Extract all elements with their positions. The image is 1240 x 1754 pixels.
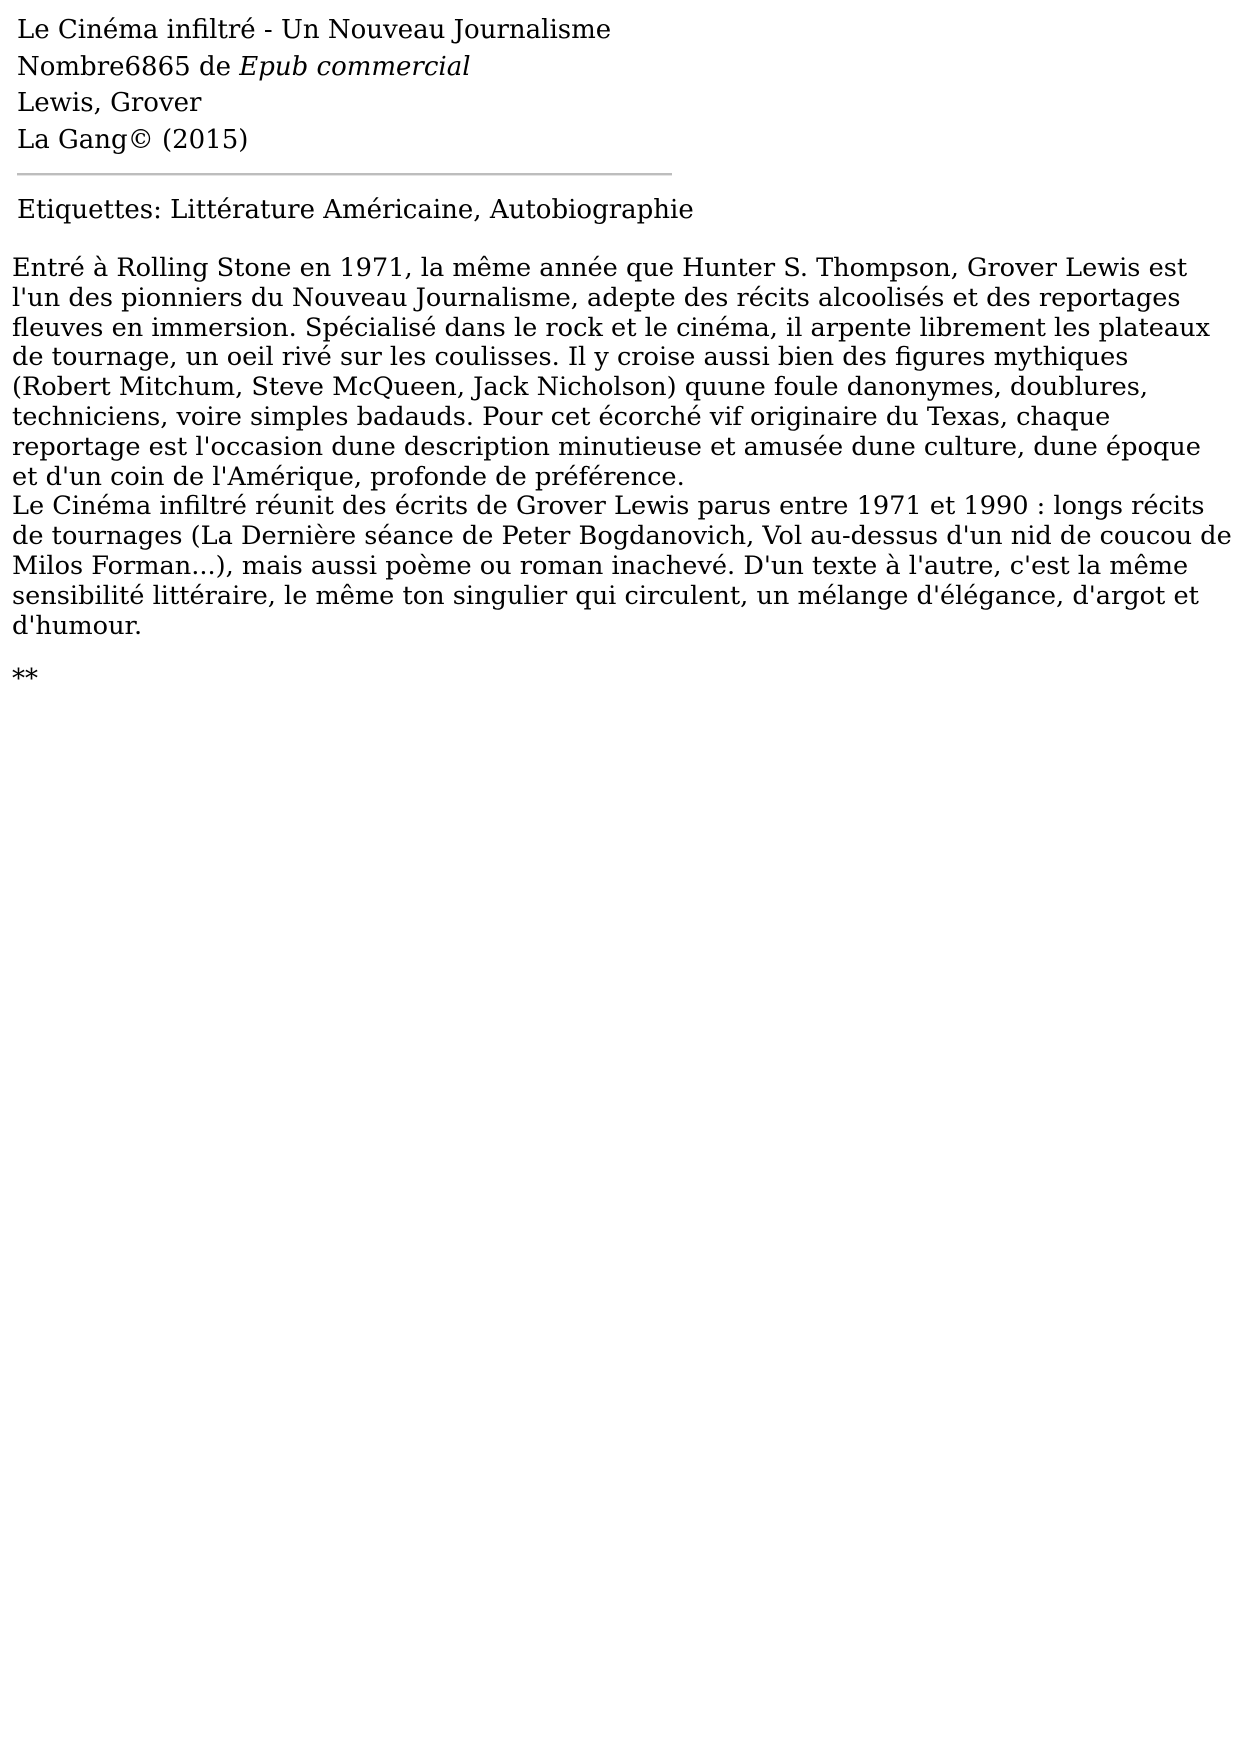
book-publisher-year: La Gang© (2015) [17, 124, 249, 155]
series-prefix: Nombre6865 de [17, 51, 240, 82]
book-metadata [17, 12, 611, 158]
summary-paragraph: Entré à Rolling Stone en 1971, la même année que Hunter S. Thompson, Grover Lewis est l'un des pionniers du Nouveau Journalisme, adepte des récits alcoolisés et des reportages fleuves en immersion. Spécialisé dans le rock et le cinéma, il arpente librement les plateaux de tournage, un oeil rivé sur les coulisses. Il y croise aussi bien des figures mythiques (Robert Mitchum, Steve McQueen, Jack Nicholson) quune foule danonymes, doublures, techniciens, voire simples badauds. Pour cet écorché vif originaire du Texas, chaque reportage est l'occasion dune description minutieuse et amusée dune culture, dune époque et d'un coin de l'Amérique, profonde de préférence. [12, 253, 1211, 492]
book-title: Le Cinéma infiltré - Un Nouveau Journalisme [17, 15, 612, 45]
book-series [17, 49, 611, 86]
book-author: Lewis, Grover [17, 88, 202, 118]
book-tags: Etiquettes: Littérature Américaine, Autobiographie [17, 195, 694, 225]
summary-paragraph: Le Cinéma infiltré réunit des écrits de Grover Lewis parus entre 1971 et 1990 : longs récits de tournages (La Dernière séance de Peter Bogdanovich, Vol au-dessus d'un nid de coucou de Milos Forman...), mais aussi poème ou roman inachevé. D'un texte à l'autre, c'est la même sensibilité littéraire, le même ton singulier qui circulent, un mélange d'élégance, d'argot et d'humour. [12, 491, 1232, 641]
book-rating: ** [12, 664, 38, 694]
horizontal-rule [17, 173, 672, 176]
book-summary [12, 254, 1234, 641]
series-name: Epub commercial [239, 51, 471, 82]
